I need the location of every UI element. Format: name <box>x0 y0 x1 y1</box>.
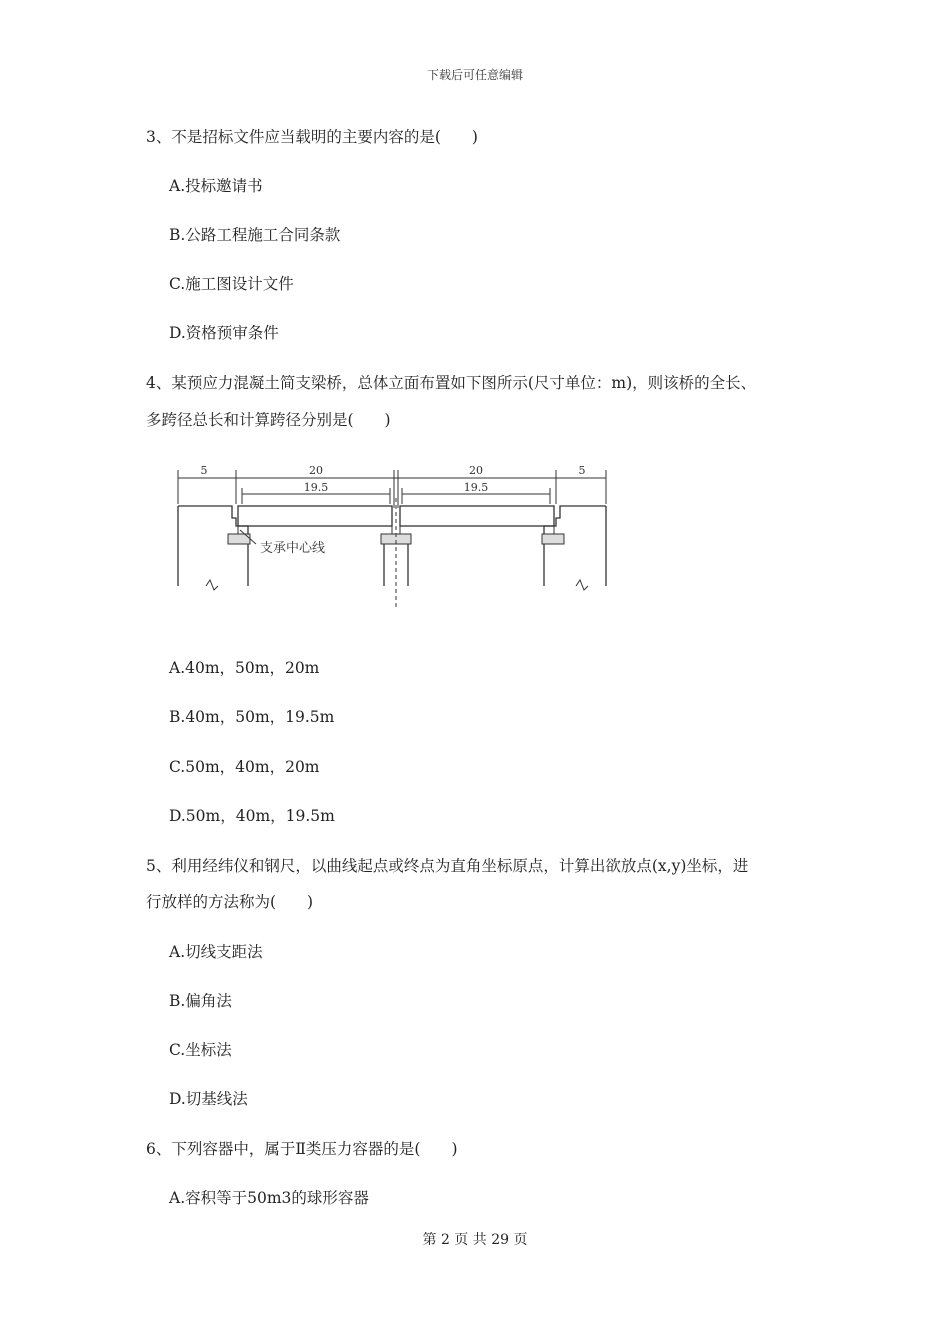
page-footer: 第 2 页 共 29 页 <box>422 1232 528 1248</box>
question-5-option-a: A.切线支距法 <box>169 943 263 961</box>
page-header: 下载后可任意编辑 <box>426 68 523 82</box>
dim-calc1-label: 19.5 <box>303 481 329 494</box>
question-5-option-b: B.偏角法 <box>169 992 232 1010</box>
dim-right-label: 5 <box>578 464 586 477</box>
question-5-option-d: D.切基线法 <box>169 1090 248 1108</box>
dim-span1-label: 20 <box>309 464 323 477</box>
question-3-option-c: C.施工图设计文件 <box>169 275 294 293</box>
question-5-stem-line2: 行放样的方法称为( ) <box>146 893 314 911</box>
question-5-stem-line1: 5、利用经纬仪和钢尺，以曲线起点或终点为直角坐标原点，计算出欲放点(x,y)坐标，进 <box>146 857 749 875</box>
question-3-option-b: B.公路工程施工合同条款 <box>169 226 341 244</box>
question-3-stem: 3、不是招标文件应当载明的主要内容的是( ) <box>146 128 478 146</box>
question-4-option-c: C.50m，40m，20m <box>169 758 320 776</box>
question-4-option-d: D.50m，40m，19.5m <box>169 807 335 825</box>
bridge-elevation-figure <box>176 458 616 610</box>
dim-calc2-label: 19.5 <box>463 481 489 494</box>
question-3-option-d: D.资格预审条件 <box>169 324 279 342</box>
dim-span2-label: 20 <box>469 464 483 477</box>
question-6-stem: 6、下列容器中，属于Ⅱ类压力容器的是( ) <box>146 1140 458 1158</box>
question-4-option-b: B.40m，50m，19.5m <box>169 708 335 726</box>
dim-left-label: 5 <box>200 464 208 477</box>
question-3-option-a: A.投标邀请书 <box>169 177 263 195</box>
question-6-option-a: A.容积等于50m3的球形容器 <box>169 1189 369 1207</box>
question-4-stem-line2: 多跨径总长和计算跨径分别是( ) <box>146 411 391 429</box>
support-centerline-label: 支承中心线 <box>260 541 326 556</box>
question-4-stem-line1: 4、某预应力混凝土简支梁桥，总体立面布置如下图所示(尺寸单位：m)，则该桥的全长、 <box>146 374 757 392</box>
question-5-option-c: C.坐标法 <box>169 1041 232 1059</box>
question-4-option-a: A.40m，50m，20m <box>169 659 320 677</box>
